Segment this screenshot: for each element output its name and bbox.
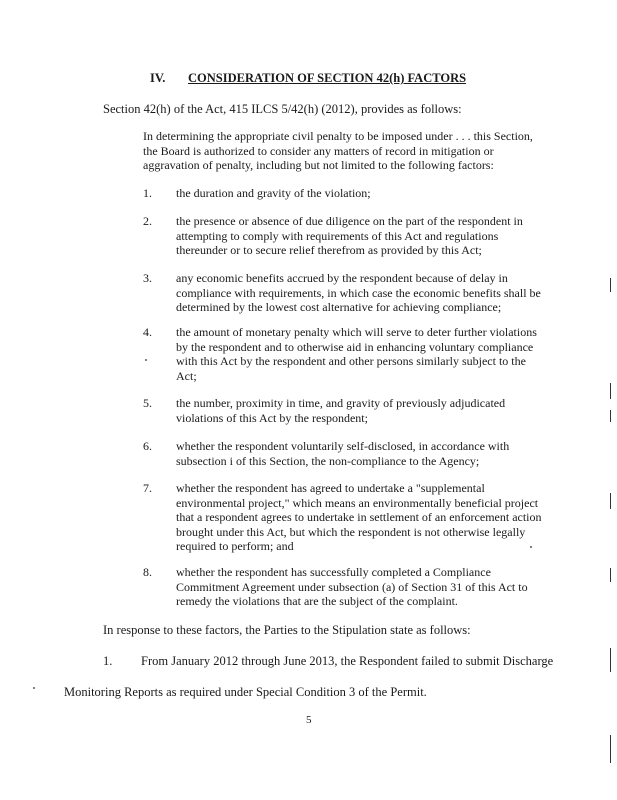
factor-text: whether the respondent has successfully completed a Compliance Commitment Agreement under subsection (a) of Section 31 of this Act to remedy the violations that are the subject of the complaint. (176, 565, 528, 608)
margin-mark (610, 568, 611, 582)
factor-number: 4. (143, 325, 152, 339)
scan-speck (145, 359, 147, 361)
margin-mark (610, 278, 611, 292)
section-heading (150, 71, 466, 86)
factor-text: whether the respondent voluntarily self-disclosed, in accordance with subsection i of this Section, the non-compliance to the Agency; (176, 439, 510, 468)
section-number: IV. (150, 71, 166, 85)
factor-number: 6. (143, 439, 152, 453)
factor-number: 3. (143, 271, 152, 285)
factor-number: 7. (143, 481, 152, 495)
factor-text: whether the respondent has agreed to undertake a "supplemental environmental project," which means an environmentally beneficial project that a respondent agrees to undertake in settlement of an enforcement action brought under this Act, but which the respondent is not otherwise legally required to perform; and (176, 481, 542, 553)
margin-mark (610, 410, 611, 422)
statute-quote: In determining the appropriate civil penalty to be imposed under . . . this Section, the Board is authorized to consider any matters of record in mitigation or aggravation of penalty, including but not limited to the following factors: (143, 129, 533, 172)
intro-text: Section 42(h) of the Act, 415 ILCS 5/42(h) (2012), provides as follows: (103, 102, 462, 116)
scan-speck (530, 546, 532, 548)
paragraph-line-2: Monitoring Reports as required under Special Condition 3 of the Permit. (64, 685, 427, 699)
factor-text: the presence or absence of due diligence on the part of the respondent in attempting to comply with requirements of this Act and regulations thereunder or to secure relief therefrom as provided by this Act; (176, 214, 523, 257)
paragraph-line-1: From January 2012 through June 2013, the Respondent failed to submit Discharge (141, 654, 554, 668)
factor-text: any economic benefits accrued by the respondent because of delay in compliance with requirements, in which case the economic benefits shall be determined by the lowest cost alternative for achieving compliance; (176, 271, 541, 314)
section-title: CONSIDERATION OF SECTION 42(h) FACTORS (188, 71, 467, 85)
paragraph-number: 1. (103, 654, 113, 668)
factor-text: the number, proximity in time, and gravity of previously adjudicated violations of this Act by the respondent; (176, 396, 506, 425)
margin-mark (610, 493, 611, 509)
margin-mark (610, 735, 611, 763)
numbered-paragraph (103, 654, 553, 669)
factor-number: 1. (143, 186, 152, 200)
page-number: 5 (306, 714, 312, 726)
factor-number: 2. (143, 214, 152, 228)
margin-mark (610, 648, 611, 672)
factor-number: 5. (143, 396, 152, 410)
scan-speck (33, 687, 35, 689)
factor-text: the amount of monetary penalty which will serve to deter further violations by the respondent and to otherwise aid in enhancing voluntary compliance with this Act by the respondent and other persons similarly subject to the Act; (176, 325, 537, 383)
factor-number: 8. (143, 565, 152, 579)
response-text: In response to these factors, the Parties to the Stipulation state as follows: (103, 623, 471, 637)
margin-mark (610, 383, 611, 399)
factor-text: the duration and gravity of the violation; (176, 186, 371, 200)
